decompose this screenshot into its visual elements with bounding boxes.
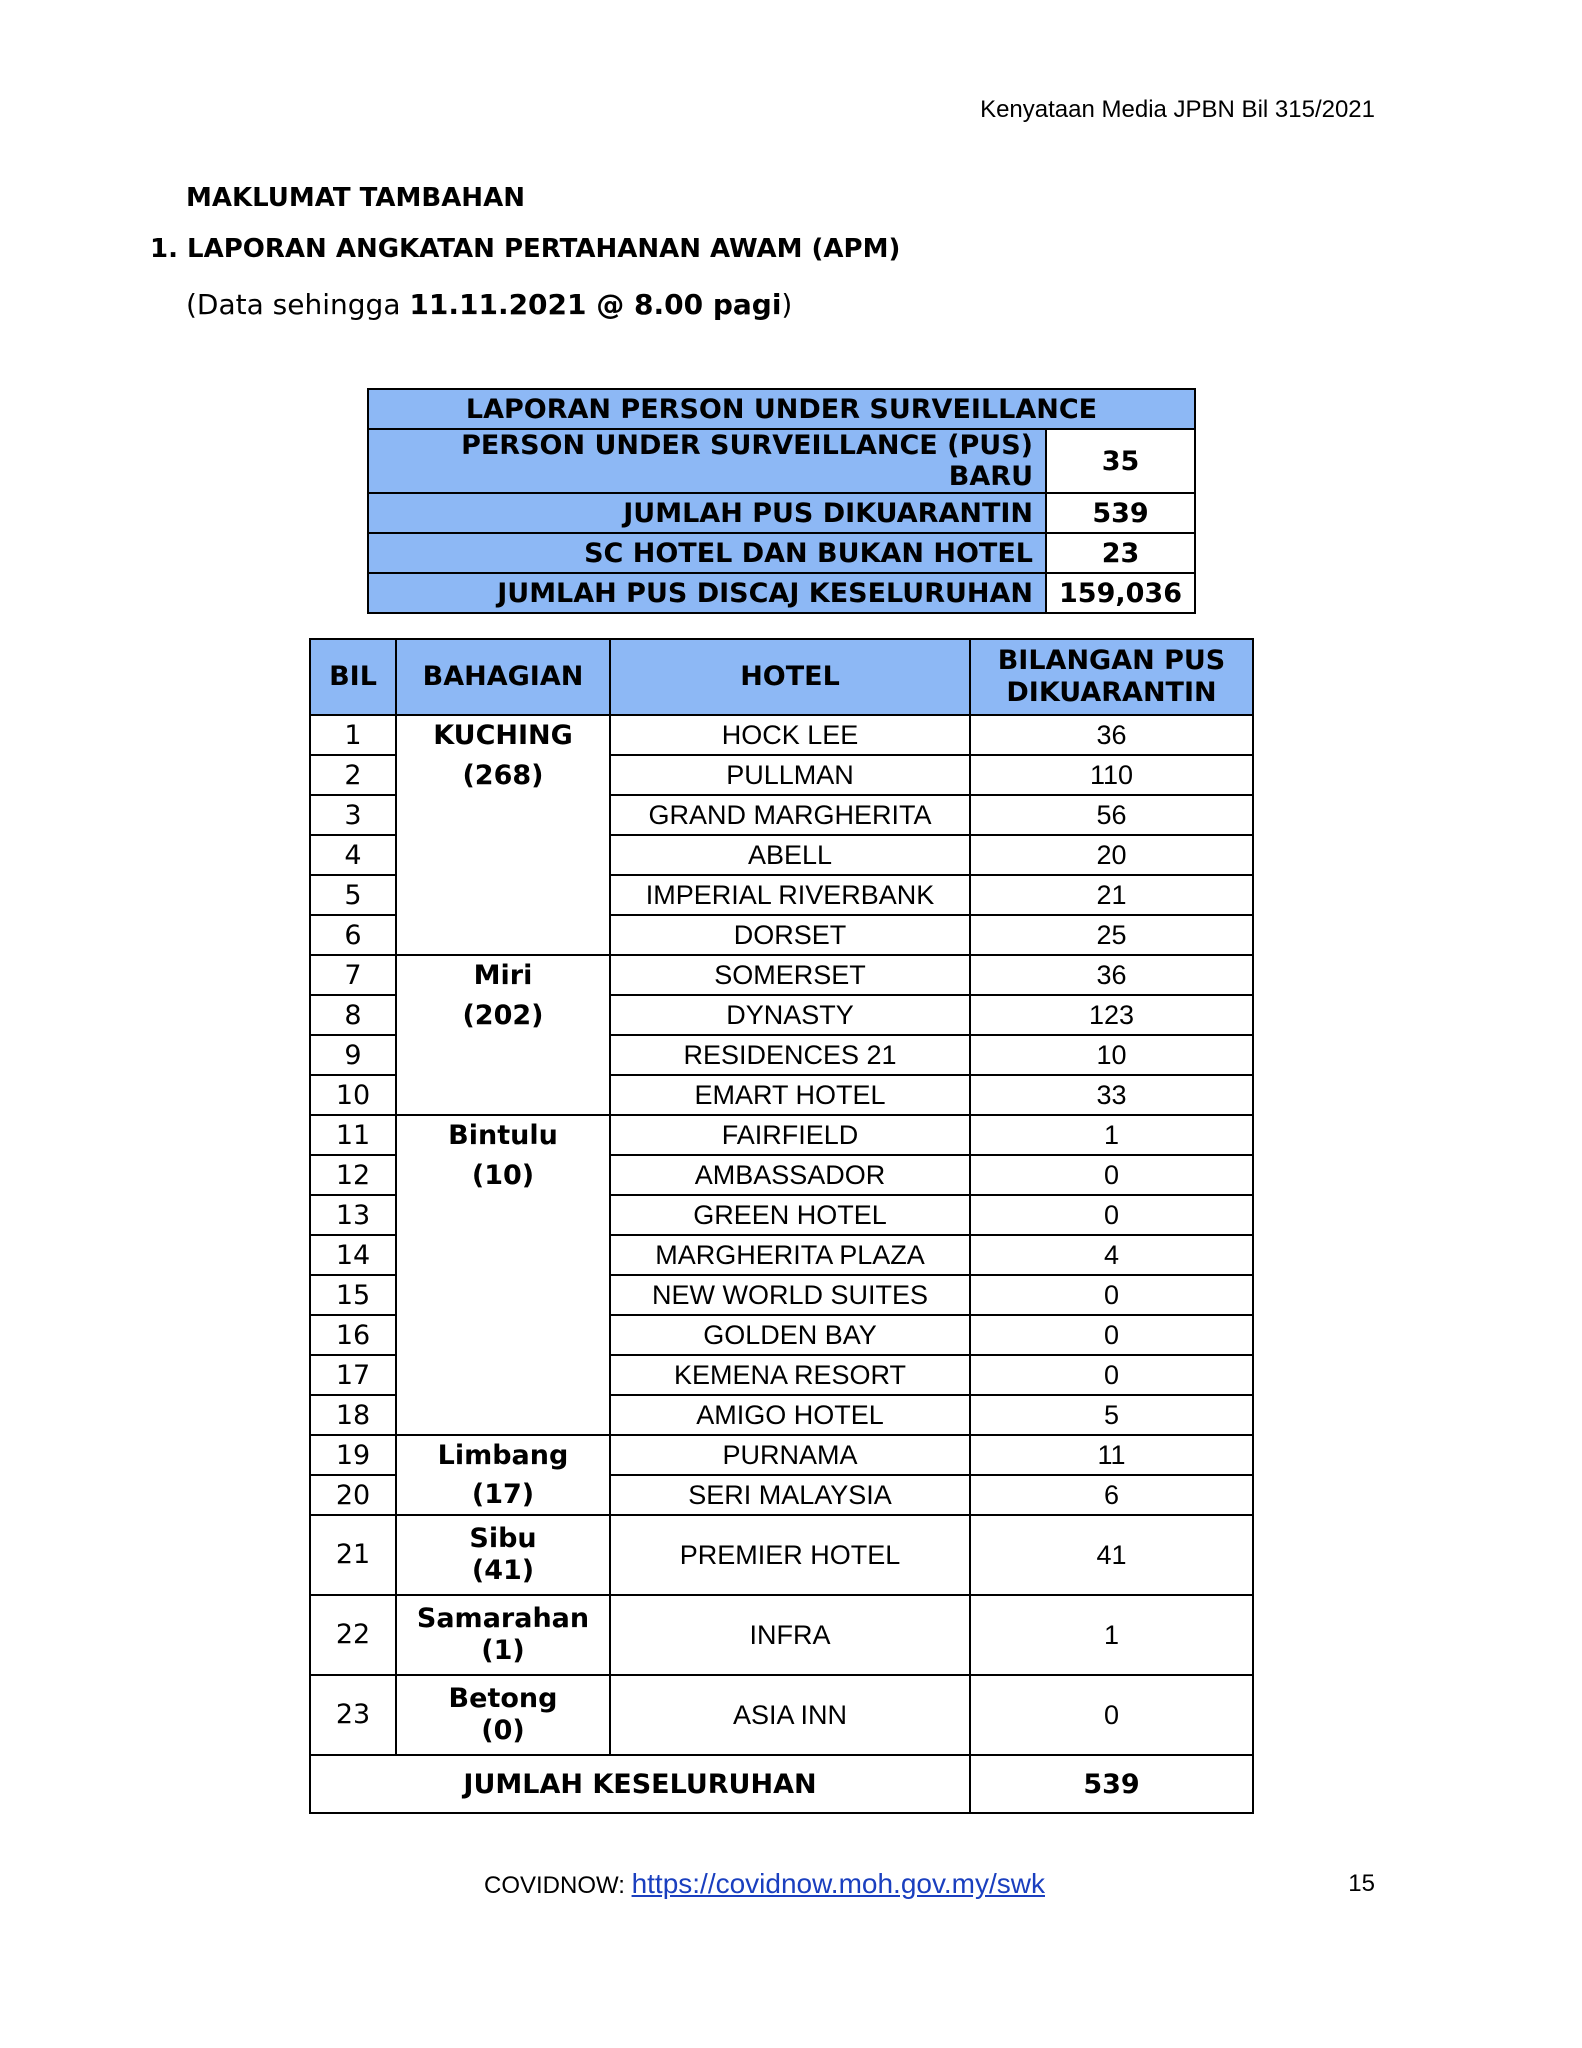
row-count: 0	[970, 1275, 1253, 1315]
row-count: 10	[970, 1035, 1253, 1075]
row-bahagian: Limbang	[396, 1435, 610, 1475]
table-row	[310, 1475, 1253, 1515]
row-hotel: IMPERIAL RIVERBANK	[610, 875, 970, 915]
page-number: 15	[1348, 1870, 1375, 1897]
data-date-suffix: )	[781, 288, 793, 321]
footer-prefix: COVIDNOW:	[484, 1872, 632, 1899]
row-count: 56	[970, 795, 1253, 835]
row-bahagian	[396, 1515, 610, 1595]
row-bil: 6	[310, 915, 396, 955]
row-bil: 12	[310, 1155, 396, 1195]
data-date-line	[186, 288, 792, 321]
summary-value: 23	[1046, 533, 1195, 573]
table-row	[310, 1315, 1253, 1355]
table-row	[310, 1235, 1253, 1275]
row-hotel: PREMIER HOTEL	[610, 1515, 970, 1595]
row-bahagian	[396, 1595, 610, 1675]
row-hotel: INFRA	[610, 1595, 970, 1675]
row-bahagian	[396, 915, 610, 955]
row-bahagian	[396, 875, 610, 915]
row-count: 0	[970, 1195, 1253, 1235]
row-bahagian	[396, 1235, 610, 1275]
summary-value: 35	[1046, 429, 1195, 493]
row-bil: 20	[310, 1475, 396, 1515]
header-bilangan	[970, 639, 1253, 715]
row-bahagian	[396, 1355, 610, 1395]
header-bil: BIL	[310, 639, 396, 715]
summary-row	[368, 533, 1195, 573]
hotel-table-total-row	[310, 1755, 1253, 1813]
table-row	[310, 1395, 1253, 1435]
bahagian-count: (1)	[481, 1635, 525, 1666]
header-reference: Kenyataan Media JPBN Bil 315/2021	[980, 96, 1375, 123]
row-hotel: GREEN HOTEL	[610, 1195, 970, 1235]
data-date-prefix: (Data sehingga	[186, 288, 410, 321]
row-bahagian: KUCHING	[396, 715, 610, 755]
row-bil: 15	[310, 1275, 396, 1315]
bahagian-count: (41)	[471, 1555, 535, 1586]
row-bahagian	[396, 1075, 610, 1115]
row-bahagian	[396, 1195, 610, 1235]
covidnow-link[interactable]: https://covidnow.moh.gov.my/swk	[631, 1868, 1045, 1899]
header-hotel: HOTEL	[610, 639, 970, 715]
row-count: 123	[970, 995, 1253, 1035]
row-bil: 13	[310, 1195, 396, 1235]
row-hotel: NEW WORLD SUITES	[610, 1275, 970, 1315]
row-hotel: GRAND MARGHERITA	[610, 795, 970, 835]
table-row	[310, 1075, 1253, 1115]
summary-value: 539	[1046, 493, 1195, 533]
row-count: 110	[970, 755, 1253, 795]
heading-laporan-apm: 1. LAPORAN ANGKATAN PERTAHANAN AWAM (APM)	[150, 234, 901, 264]
row-hotel: ASIA INN	[610, 1675, 970, 1755]
table-row	[310, 1355, 1253, 1395]
table-row	[310, 915, 1253, 955]
row-hotel: SERI MALAYSIA	[610, 1475, 970, 1515]
row-hotel: KEMENA RESORT	[610, 1355, 970, 1395]
summary-label: PERSON UNDER SURVEILLANCE (PUS) BARU	[368, 429, 1046, 493]
row-count: 1	[970, 1115, 1253, 1155]
row-bil: 5	[310, 875, 396, 915]
row-hotel: PURNAMA	[610, 1435, 970, 1475]
header-bahagian: BAHAGIAN	[396, 639, 610, 715]
row-bahagian	[396, 795, 610, 835]
row-count: 0	[970, 1155, 1253, 1195]
row-count: 0	[970, 1355, 1253, 1395]
total-value: 539	[970, 1755, 1253, 1813]
row-bil: 17	[310, 1355, 396, 1395]
summary-label: JUMLAH PUS DIKUARANTIN	[368, 493, 1046, 533]
summary-row	[368, 493, 1195, 533]
row-count: 21	[970, 875, 1253, 915]
row-bahagian	[396, 1395, 610, 1435]
row-hotel: SOMERSET	[610, 955, 970, 995]
row-bil: 7	[310, 955, 396, 995]
summary-title: LAPORAN PERSON UNDER SURVEILLANCE	[368, 389, 1195, 429]
row-hotel: EMART HOTEL	[610, 1075, 970, 1115]
row-bil: 3	[310, 795, 396, 835]
bahagian-name: Betong	[448, 1683, 558, 1714]
table-row	[310, 1435, 1253, 1475]
row-bil: 9	[310, 1035, 396, 1075]
summary-label: JUMLAH PUS DISCAJ KESELURUHAN	[368, 573, 1046, 613]
row-hotel: AMIGO HOTEL	[610, 1395, 970, 1435]
hotel-table-header-row	[310, 639, 1253, 715]
row-count: 36	[970, 715, 1253, 755]
row-bahagian: (202)	[396, 995, 610, 1035]
hotel-table	[309, 638, 1254, 1814]
row-bil: 1	[310, 715, 396, 755]
row-count: 41	[970, 1515, 1253, 1595]
row-bil: 23	[310, 1675, 396, 1755]
row-hotel: PULLMAN	[610, 755, 970, 795]
row-bahagian: (268)	[396, 755, 610, 795]
bahagian-name: Sibu	[469, 1523, 537, 1554]
row-bahagian	[396, 1275, 610, 1315]
table-row	[310, 755, 1253, 795]
row-bahagian	[396, 1315, 610, 1355]
table-row	[310, 1115, 1253, 1155]
row-bil: 2	[310, 755, 396, 795]
row-bahagian: Miri	[396, 955, 610, 995]
row-hotel: AMBASSADOR	[610, 1155, 970, 1195]
table-row	[310, 1515, 1253, 1595]
summary-row	[368, 573, 1195, 613]
row-count: 25	[970, 915, 1253, 955]
row-bil: 8	[310, 995, 396, 1035]
bahagian-count: (0)	[481, 1715, 525, 1746]
data-date-value: 11.11.2021 @ 8.00 pagi	[409, 288, 782, 321]
table-row	[310, 875, 1253, 915]
row-bil: 4	[310, 835, 396, 875]
row-hotel: DYNASTY	[610, 995, 970, 1035]
row-bahagian	[396, 1675, 610, 1755]
summary-value: 159,036	[1046, 573, 1195, 613]
table-row	[310, 955, 1253, 995]
row-hotel: RESIDENCES 21	[610, 1035, 970, 1075]
table-row	[310, 715, 1253, 755]
row-bahagian: (10)	[396, 1155, 610, 1195]
table-row	[310, 995, 1253, 1035]
row-bil: 11	[310, 1115, 396, 1155]
row-bil: 14	[310, 1235, 396, 1275]
row-bil: 16	[310, 1315, 396, 1355]
total-label: JUMLAH KESELURUHAN	[310, 1755, 970, 1813]
bahagian-name: Samarahan	[416, 1603, 590, 1634]
row-count: 1	[970, 1595, 1253, 1675]
summary-title-row	[368, 389, 1195, 429]
row-hotel: ABELL	[610, 835, 970, 875]
table-row	[310, 795, 1253, 835]
row-count: 0	[970, 1675, 1253, 1755]
row-count: 20	[970, 835, 1253, 875]
table-row	[310, 1035, 1253, 1075]
row-bahagian: (17)	[396, 1475, 610, 1515]
row-count: 33	[970, 1075, 1253, 1115]
table-row	[310, 1675, 1253, 1755]
row-hotel: DORSET	[610, 915, 970, 955]
header-bilangan-line1: BILANGAN PUS	[997, 645, 1226, 676]
row-count: 0	[970, 1315, 1253, 1355]
row-hotel: HOCK LEE	[610, 715, 970, 755]
table-row	[310, 1155, 1253, 1195]
row-count: 6	[970, 1475, 1253, 1515]
row-hotel: MARGHERITA PLAZA	[610, 1235, 970, 1275]
footer	[484, 1868, 1045, 1900]
table-row	[310, 1595, 1253, 1675]
row-count: 36	[970, 955, 1253, 995]
row-bahagian	[396, 835, 610, 875]
row-bil: 19	[310, 1435, 396, 1475]
row-hotel: FAIRFIELD	[610, 1115, 970, 1155]
summary-row	[368, 429, 1195, 493]
summary-label: SC HOTEL DAN BUKAN HOTEL	[368, 533, 1046, 573]
summary-table	[367, 388, 1196, 614]
hotel-table-body	[310, 715, 1253, 1755]
row-bil: 10	[310, 1075, 396, 1115]
table-row	[310, 1275, 1253, 1315]
table-row	[310, 835, 1253, 875]
heading-maklumat-tambahan: MAKLUMAT TAMBAHAN	[186, 183, 525, 213]
table-row	[310, 1195, 1253, 1235]
header-bilangan-line2: DIKUARANTIN	[1006, 677, 1217, 708]
row-bil: 22	[310, 1595, 396, 1675]
row-count: 5	[970, 1395, 1253, 1435]
row-count: 4	[970, 1235, 1253, 1275]
row-hotel: GOLDEN BAY	[610, 1315, 970, 1355]
row-bil: 21	[310, 1515, 396, 1595]
row-count: 11	[970, 1435, 1253, 1475]
row-bahagian: Bintulu	[396, 1115, 610, 1155]
row-bahagian	[396, 1035, 610, 1075]
row-bil: 18	[310, 1395, 396, 1435]
